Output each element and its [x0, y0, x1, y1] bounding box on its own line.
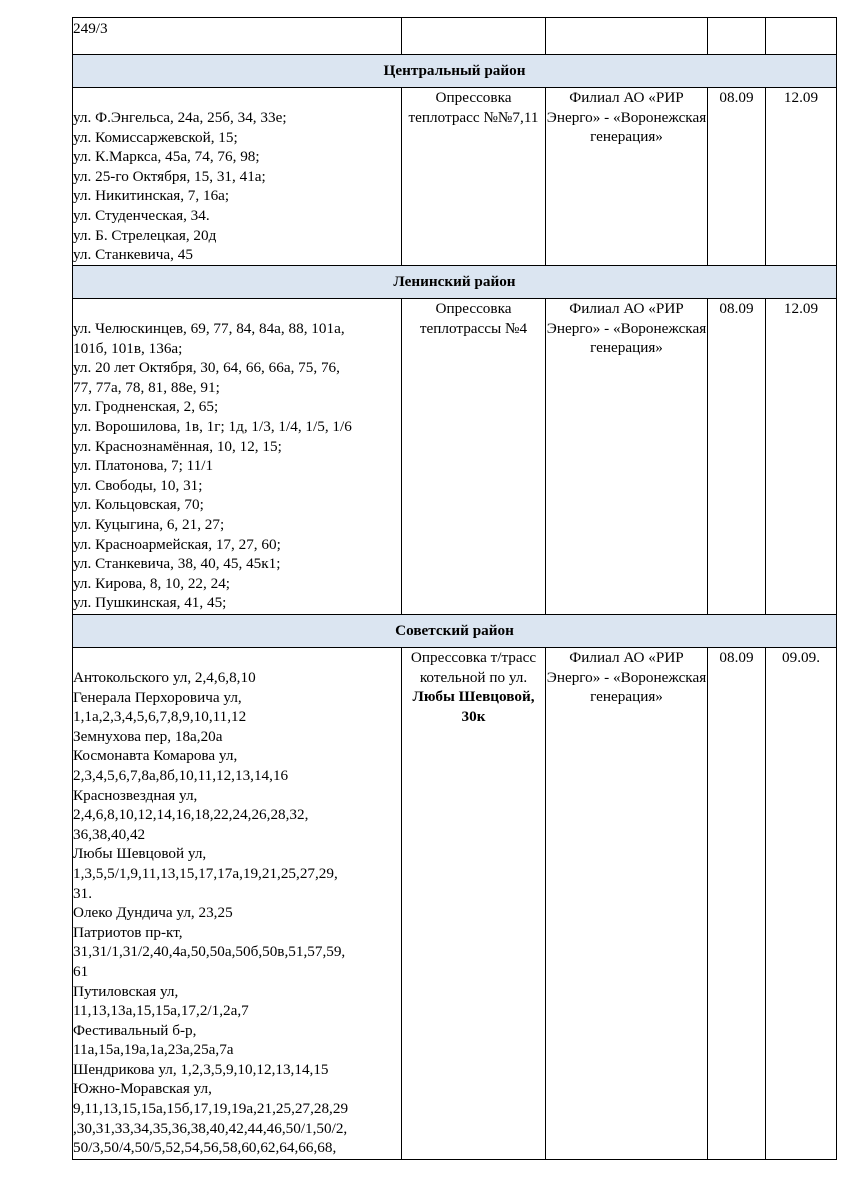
address-line: Олеко Дундича ул, 23,25 [73, 904, 233, 922]
start-date-cell [708, 299, 766, 615]
address-line: Путиловская ул, [73, 982, 179, 1000]
start-date: 08.09 [719, 89, 754, 106]
address-line: 9,11,13,15,15а,15б,17,19,19а,21,25,27,28,29 [73, 1100, 349, 1118]
address-line: ул. К.Маркса, 45а, 74, 76, 98; [73, 148, 260, 166]
address-cell [73, 299, 402, 615]
work-description: Опрессовка т/трасс котельной по ул. [410, 649, 537, 686]
address-line: 50/3,50/4,50/5,52,54,56,58,60,62,64,66,68, [73, 1139, 337, 1157]
work-description: Опрессовка теплотрассы №4 [419, 300, 528, 337]
end-date-cell [766, 299, 837, 615]
address-line: Патриотов пр-кт, [73, 923, 183, 941]
address-line: 11,13,13а,15,15а,17,2/1,2а,7 [73, 1002, 249, 1020]
address-line: ул. Кольцовская, 70; [73, 496, 204, 514]
address-line: 61 [73, 962, 89, 980]
address-line: 2,4,6,8,10,12,14,16,18,22,24,26,28,32, [73, 806, 309, 824]
address-line: ул. Красноармейская, 17, 27, 60; [73, 535, 281, 553]
end-date: 12.09 [783, 89, 819, 106]
work-cell [402, 88, 546, 266]
address-line: Фестивальный б-р, [73, 1021, 197, 1039]
start-date: 08.09 [719, 649, 754, 666]
address-line: ул. Гродненская, 2, 65; [73, 398, 219, 416]
address-line: ул. Ворошилова, 1в, 1г; 1д, 1/3, 1/4, 1/5, 1/6 [73, 417, 352, 435]
address-line: Космонавта Комарова ул, [73, 747, 238, 765]
address-line: Генерала Перхоровича ул, [73, 688, 242, 706]
work-description: Опрессовка теплотрасс №№7,11 [408, 89, 539, 126]
district-title: Советский район [73, 615, 837, 648]
district-header-row [73, 55, 837, 88]
address-line: ул. Платонова, 7; 11/1 [73, 457, 214, 475]
address-cell [73, 648, 402, 1160]
address-line: ул. Кирова, 8, 10, 22, 24; [73, 574, 231, 592]
address-line: Любы Шевцовой ул, [73, 845, 207, 863]
table-row [73, 88, 837, 266]
work-description-bold: Любы Шевцовой, 30к [412, 688, 535, 725]
address-cell [73, 18, 402, 55]
start-date-cell [708, 648, 766, 1160]
address-line: 36,38,40,42 [73, 825, 146, 843]
address-line: ул. Станкевича, 45 [73, 246, 193, 264]
district-header-row [73, 615, 837, 648]
address-line: ул. Челюскинцев, 69, 77, 84, 84а, 88, 101а, [73, 320, 345, 337]
address-line: 11а,15а,19а,1а,23а,25а,7а [73, 1041, 234, 1059]
address-line: ул. Куцыгина, 6, 21, 27; [73, 515, 225, 533]
table-row [73, 18, 837, 55]
address-line: Шендрикова ул, 1,2,3,5,9,10,12,13,14,15 [73, 1060, 329, 1078]
address-line: ул. Ф.Энгельса, 24а, 25б, 34, 33е; [73, 109, 287, 126]
district-header-row [73, 266, 837, 299]
start-date: 08.09 [719, 300, 754, 317]
organization-name: Филиал АО «РИР Энерго» - «Воронежская генерация» [546, 300, 707, 357]
organization-name: Филиал АО «РИР Энерго» - «Воронежская генерация» [546, 649, 707, 706]
outage-schedule-table [72, 17, 837, 1160]
address-line: ул. 20 лет Октября, 30, 64, 66, 66а, 75, 76, [73, 359, 340, 377]
address-line: 1,1а,2,3,4,5,6,7,8,9,10,11,12 [73, 708, 247, 726]
work-cell [402, 648, 546, 1160]
address-line: ул. Никитинская, 7, 16а; [73, 187, 230, 205]
organization-cell [546, 299, 708, 615]
organization-cell [546, 648, 708, 1160]
start-date-cell [708, 88, 766, 266]
organization-cell [546, 88, 708, 266]
address-line: 31. [73, 884, 92, 902]
end-date: 12.09 [783, 300, 819, 317]
district-title: Центральный район [73, 55, 837, 88]
end-date-cell [766, 18, 837, 55]
address-text: 249/3 [73, 20, 108, 37]
address-line: ул. Станкевича, 38, 40, 45, 45к1; [73, 555, 281, 573]
end-date: 09.09. [782, 649, 820, 666]
table-row [73, 648, 837, 1160]
address-line: Антокольского ул, 2,4,6,8,10 [73, 669, 256, 686]
end-date-cell [766, 648, 837, 1160]
address-line: Земнухова пер, 18а,20а [73, 727, 223, 745]
organization-name: Филиал АО «РИР Энерго» - «Воронежская генерация» [546, 89, 707, 146]
address-line: ул. Студенческая, 34. [73, 206, 210, 224]
address-line: 1,3,5,5/1,9,11,13,15,17,17а,19,21,25,27,29, [73, 864, 338, 882]
address-line: ул. Б. Стрелецкая, 20д [73, 226, 217, 244]
end-date-cell [766, 88, 837, 266]
address-line: ул. 25-го Октября, 15, 31, 41а; [73, 167, 266, 185]
address-line: Краснозвездная ул, [73, 786, 198, 804]
table-row [73, 299, 837, 615]
address-cell [73, 88, 402, 266]
address-line: Южно-Моравская ул, [73, 1080, 212, 1098]
work-cell [402, 18, 546, 55]
address-line: ул. Комиссаржевской, 15; [73, 128, 238, 146]
address-line: ул. Свободы, 10, 31; [73, 476, 203, 494]
address-line: ул. Краснознамённая, 10, 12, 15; [73, 437, 282, 455]
organization-cell [546, 18, 708, 55]
address-line: 2,3,4,5,6,7,8а,8б,10,11,12,13,14,16 [73, 766, 289, 784]
address-line: ул. Пушкинская, 41, 45; [73, 594, 227, 612]
work-cell [402, 299, 546, 615]
start-date-cell [708, 18, 766, 55]
address-line: 31,31/1,31/2,40,4а,50,50а,50б,50в,51,57,59, [73, 943, 346, 961]
district-title: Ленинский район [73, 266, 837, 299]
address-line: ,30,31,33,34,35,36,38,40,42,44,46,50/1,50/2, [73, 1119, 348, 1137]
address-line: 101б, 101в, 136а; [73, 339, 183, 357]
address-line: 77, 77а, 78, 81, 88е, 91; [73, 378, 220, 396]
